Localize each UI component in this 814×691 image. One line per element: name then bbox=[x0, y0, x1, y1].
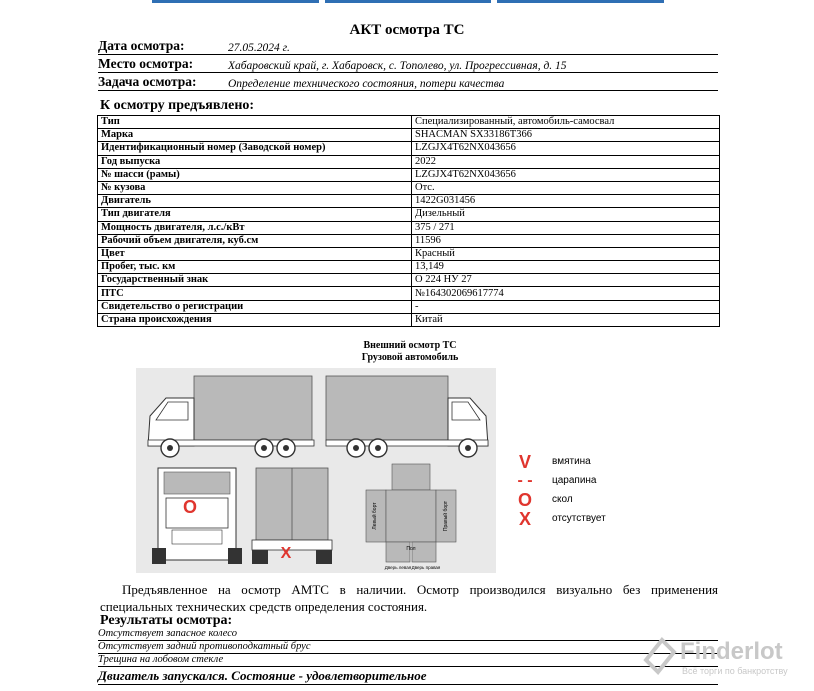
result-line: Трещина на лобовом стекле bbox=[98, 654, 718, 667]
result-line: Отсутствует запасное колесо bbox=[98, 628, 718, 641]
spec-row bbox=[98, 181, 720, 194]
spec-value: Красный bbox=[412, 247, 720, 260]
spec-key: Мощность двигателя, л.с./кВт bbox=[98, 221, 412, 234]
final-conclusion: Двигатель запускался. Состояние - удовлетворительное bbox=[98, 668, 718, 685]
spec-row bbox=[98, 300, 720, 313]
spec-value: 13,149 bbox=[412, 261, 720, 274]
spec-value: LZGJX4T62NX043656 bbox=[412, 168, 720, 181]
watermark-logo-icon bbox=[642, 636, 678, 676]
spec-key: Пробег, тыс. км bbox=[98, 261, 412, 274]
spec-row bbox=[98, 234, 720, 247]
legend-dent-label: вмятина bbox=[552, 456, 591, 467]
diagram-title bbox=[300, 340, 520, 364]
spec-row bbox=[98, 261, 720, 274]
legend-missing-label: отсутствует bbox=[552, 513, 606, 524]
damage-legend bbox=[512, 452, 632, 532]
spec-value: 11596 bbox=[412, 234, 720, 247]
top-decor-bar bbox=[152, 0, 664, 3]
spec-row bbox=[98, 208, 720, 221]
floor-label: Пол bbox=[406, 546, 416, 552]
spec-value: №164302069617774 bbox=[412, 287, 720, 300]
rear-left-door-label: Дверь левая bbox=[384, 565, 412, 570]
spec-value: - bbox=[412, 300, 720, 313]
spec-key: Тип двигателя bbox=[98, 208, 412, 221]
legend-scratch-symbol: - - bbox=[517, 472, 533, 489]
spec-row bbox=[98, 142, 720, 155]
truck-rear-view bbox=[252, 468, 332, 564]
spec-key: ПТС bbox=[98, 287, 412, 300]
watermark bbox=[640, 636, 810, 682]
watermark-name: Finderlot bbox=[680, 638, 783, 665]
spec-row bbox=[98, 129, 720, 142]
diagram-title-line1: Внешний осмотр ТС bbox=[363, 340, 457, 351]
spec-key: Рабочий объем двигателя, куб.см bbox=[98, 234, 412, 247]
spec-value: 375 / 271 bbox=[412, 221, 720, 234]
spec-value: LZGJX4T62NX043656 bbox=[412, 142, 720, 155]
watermark-subtitle: Всё торги по банкротству bbox=[682, 666, 788, 676]
legend-chip-label: скол bbox=[552, 494, 573, 505]
spec-key: Год выпуска bbox=[98, 155, 412, 168]
spec-row bbox=[98, 313, 720, 326]
legend-dent-symbol: V bbox=[518, 452, 531, 472]
damage-mark-front: О bbox=[182, 497, 198, 517]
spec-row bbox=[98, 155, 720, 168]
task-label: Задача осмотра: bbox=[98, 74, 197, 89]
vehicle-spec-table bbox=[97, 115, 720, 327]
diagram-title-line2: Грузовой автомобиль bbox=[361, 352, 459, 363]
spec-key: Тип bbox=[98, 116, 412, 129]
legend-missing-symbol: Х bbox=[518, 509, 531, 529]
place-value: Хабаровский край, г. Хабаровск, с. Тополево, ул. Прогрессивная, д. 15 bbox=[228, 60, 567, 72]
spec-row bbox=[98, 247, 720, 260]
legend-chip-symbol: О bbox=[517, 490, 532, 510]
spec-row bbox=[98, 274, 720, 287]
spec-key: Свидетельство о регистрации bbox=[98, 300, 412, 313]
spec-key: Двигатель bbox=[98, 195, 412, 208]
date-label: Дата осмотра: bbox=[98, 38, 185, 53]
spec-key: № шасси (рамы) bbox=[98, 168, 412, 181]
date-value: 27.05.2024 г. bbox=[228, 42, 290, 54]
inspection-place-row bbox=[98, 56, 718, 73]
document-title: АКТ осмотра ТС bbox=[349, 22, 465, 38]
spec-row bbox=[98, 221, 720, 234]
spec-value: Китай bbox=[412, 313, 720, 326]
result-line: Отсутствует задний противоподкатный брус bbox=[98, 641, 718, 654]
place-label: Место осмотра: bbox=[98, 56, 194, 71]
rear-right-door-label: Дверь правая bbox=[411, 565, 441, 570]
right-side-label: Правый борт bbox=[443, 500, 449, 532]
spec-key: Марка bbox=[98, 129, 412, 142]
spec-key: Цвет bbox=[98, 247, 412, 260]
spec-key: № кузова bbox=[98, 181, 412, 194]
results-title: Результаты осмотра: bbox=[100, 613, 233, 628]
inspection-paragraph: Предъявленное на осмотр АМТС в наличии. Осмотр производился визуально без применения специальных технических средств определения состояния. bbox=[100, 582, 718, 614]
legend-scratch-label: царапина bbox=[552, 475, 597, 486]
damage-mark-rear: Х bbox=[280, 545, 292, 562]
spec-value: О 224 НУ 27 bbox=[412, 274, 720, 287]
spec-key: Идентификационный номер (Заводской номер) bbox=[98, 142, 412, 155]
spec-value: Специализированный, автомобиль-самосвал bbox=[412, 116, 720, 129]
spec-value: 1422G031456 bbox=[412, 195, 720, 208]
presented-title: К осмотру предъявлено: bbox=[100, 98, 255, 113]
inspection-date-row bbox=[98, 38, 718, 55]
inspection-task-row bbox=[98, 74, 718, 91]
spec-key: Государственный знак bbox=[98, 274, 412, 287]
spec-row bbox=[98, 168, 720, 181]
spec-key: Страна происхождения bbox=[98, 313, 412, 326]
spec-row bbox=[98, 116, 720, 129]
truck-inspection-diagram bbox=[136, 368, 496, 573]
spec-value: Дизельный bbox=[412, 208, 720, 221]
task-value: Определение технического состояния, потери качества bbox=[228, 78, 505, 90]
spec-row bbox=[98, 195, 720, 208]
spec-value: SHACMAN SX33186T366 bbox=[412, 129, 720, 142]
left-side-label: Левый борт bbox=[372, 502, 378, 530]
spec-value: Отс. bbox=[412, 181, 720, 194]
spec-value: 2022 bbox=[412, 155, 720, 168]
spec-row bbox=[98, 287, 720, 300]
